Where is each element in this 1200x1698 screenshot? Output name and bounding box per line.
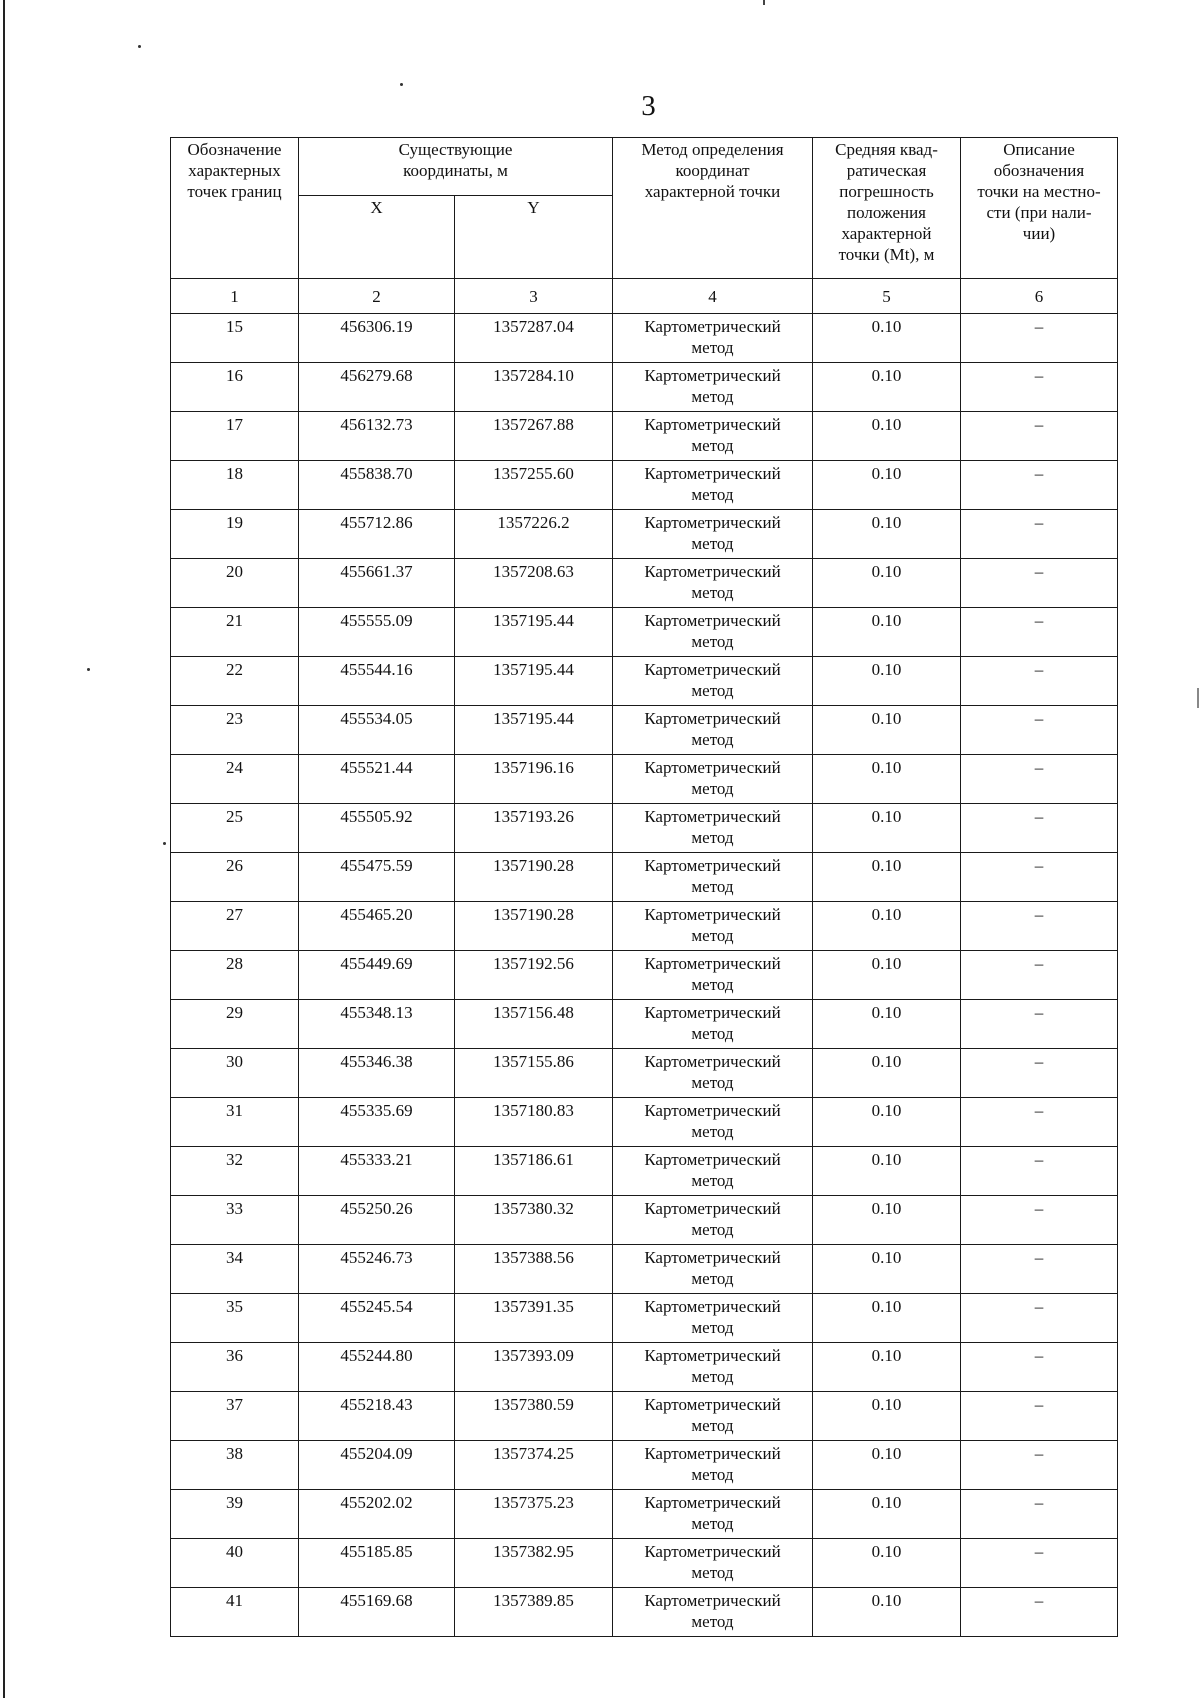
table-row [171, 412, 1118, 461]
y-coordinate-cell: 1357193.26 [455, 804, 613, 853]
point-id-cell: 21 [171, 608, 299, 657]
table-row [171, 1490, 1118, 1539]
method-cell [613, 1294, 813, 1343]
table-row [171, 363, 1118, 412]
y-coordinate-cell: 1357155.86 [455, 1049, 613, 1098]
y-coordinate-cell: 1357284.10 [455, 363, 613, 412]
table-row [171, 1539, 1118, 1588]
column-number: 1 [171, 279, 299, 314]
method-text: Картометрический метод [644, 1150, 781, 1190]
point-id-cell: 38 [171, 1441, 299, 1490]
description-cell: – [961, 461, 1118, 510]
table-row [171, 755, 1118, 804]
x-coordinate-cell: 455544.16 [299, 657, 455, 706]
method-text: Картометрический метод [644, 1542, 781, 1582]
error-cell: 0.10 [813, 608, 961, 657]
description-cell: – [961, 1147, 1118, 1196]
method-cell [613, 1490, 813, 1539]
point-id-cell: 20 [171, 559, 299, 608]
y-coordinate-cell: 1357380.59 [455, 1392, 613, 1441]
description-cell: – [961, 1490, 1118, 1539]
y-coordinate-cell: 1357380.32 [455, 1196, 613, 1245]
table-row [171, 1196, 1118, 1245]
header-coordinates: Существующие координаты, м [299, 138, 613, 196]
x-coordinate-cell: 455346.38 [299, 1049, 455, 1098]
column-number: 4 [613, 279, 813, 314]
description-cell: – [961, 902, 1118, 951]
error-cell: 0.10 [813, 804, 961, 853]
point-id-cell: 16 [171, 363, 299, 412]
point-id-cell: 28 [171, 951, 299, 1000]
method-text: Картометрический метод [644, 317, 781, 357]
method-text: Картометрический метод [644, 856, 781, 896]
error-cell: 0.10 [813, 510, 961, 559]
method-text: Картометрический метод [644, 709, 781, 749]
x-coordinate-cell: 455218.43 [299, 1392, 455, 1441]
method-cell [613, 1049, 813, 1098]
point-id-cell: 23 [171, 706, 299, 755]
y-coordinate-cell: 1357192.56 [455, 951, 613, 1000]
description-cell: – [961, 706, 1118, 755]
description-cell: – [961, 1392, 1118, 1441]
method-text: Картометрический метод [644, 954, 781, 994]
description-cell: – [961, 1441, 1118, 1490]
table-row [171, 1000, 1118, 1049]
method-cell [613, 1196, 813, 1245]
method-cell [613, 1000, 813, 1049]
method-cell [613, 412, 813, 461]
method-cell [613, 1098, 813, 1147]
x-coordinate-cell: 455333.21 [299, 1147, 455, 1196]
table-row [171, 510, 1118, 559]
description-cell: – [961, 1049, 1118, 1098]
description-cell: – [961, 1539, 1118, 1588]
method-cell [613, 804, 813, 853]
table-row [171, 804, 1118, 853]
method-cell [613, 608, 813, 657]
scan-speck [400, 83, 403, 86]
table-row [171, 902, 1118, 951]
table-row [171, 1588, 1118, 1637]
method-text: Картометрический метод [644, 807, 781, 847]
method-cell [613, 461, 813, 510]
point-id-cell: 17 [171, 412, 299, 461]
y-coordinate-cell: 1357195.44 [455, 657, 613, 706]
description-cell: – [961, 1196, 1118, 1245]
table-row [171, 657, 1118, 706]
description-cell: – [961, 804, 1118, 853]
y-coordinate-cell: 1357208.63 [455, 559, 613, 608]
method-cell [613, 1441, 813, 1490]
description-cell: – [961, 363, 1118, 412]
point-id-cell: 18 [171, 461, 299, 510]
y-coordinate-cell: 1357190.28 [455, 853, 613, 902]
error-cell: 0.10 [813, 1441, 961, 1490]
error-cell: 0.10 [813, 1098, 961, 1147]
x-coordinate-cell: 455348.13 [299, 1000, 455, 1049]
description-cell: – [961, 755, 1118, 804]
method-text: Картометрический метод [644, 1493, 781, 1533]
y-coordinate-cell: 1357391.35 [455, 1294, 613, 1343]
point-id-cell: 40 [171, 1539, 299, 1588]
point-id-cell: 41 [171, 1588, 299, 1637]
header-error: Средняя квад- ратическая погрешность положения характерной точки (Mt), м [813, 138, 961, 279]
method-cell [613, 363, 813, 412]
table-row [171, 1245, 1118, 1294]
method-cell [613, 510, 813, 559]
error-cell: 0.10 [813, 1490, 961, 1539]
x-coordinate-cell: 455534.05 [299, 706, 455, 755]
x-coordinate-cell: 455661.37 [299, 559, 455, 608]
table-row [171, 559, 1118, 608]
point-id-cell: 25 [171, 804, 299, 853]
y-coordinate-cell: 1357195.44 [455, 608, 613, 657]
x-coordinate-cell: 456306.19 [299, 314, 455, 363]
x-coordinate-cell: 455555.09 [299, 608, 455, 657]
method-cell [613, 1539, 813, 1588]
method-text: Картометрический метод [644, 905, 781, 945]
point-id-cell: 37 [171, 1392, 299, 1441]
method-text: Картометрический метод [644, 562, 781, 602]
header-point-designation: Обозначение характерных точек границ [171, 138, 299, 279]
method-text: Картометрический метод [644, 660, 781, 700]
description-cell: – [961, 608, 1118, 657]
table-header-row [171, 138, 1118, 196]
error-cell: 0.10 [813, 1294, 961, 1343]
scan-speck [87, 668, 90, 671]
method-text: Картометрический метод [644, 1395, 781, 1435]
header-x: X [299, 196, 455, 279]
method-text: Картометрический метод [644, 1346, 781, 1386]
header-method: Метод определения координат характерной точки [613, 138, 813, 279]
y-coordinate-cell: 1357156.48 [455, 1000, 613, 1049]
x-coordinate-cell: 455244.80 [299, 1343, 455, 1392]
x-coordinate-cell: 455204.09 [299, 1441, 455, 1490]
point-id-cell: 36 [171, 1343, 299, 1392]
column-number-row [171, 279, 1118, 314]
description-cell: – [961, 1098, 1118, 1147]
x-coordinate-cell: 455712.86 [299, 510, 455, 559]
method-cell [613, 1245, 813, 1294]
error-cell: 0.10 [813, 755, 961, 804]
error-cell: 0.10 [813, 1539, 961, 1588]
table-row [171, 1049, 1118, 1098]
point-id-cell: 27 [171, 902, 299, 951]
x-coordinate-cell: 455465.20 [299, 902, 455, 951]
error-cell: 0.10 [813, 853, 961, 902]
y-coordinate-cell: 1357374.25 [455, 1441, 613, 1490]
description-cell: – [961, 1245, 1118, 1294]
description-cell: – [961, 853, 1118, 902]
y-coordinate-cell: 1357389.85 [455, 1588, 613, 1637]
method-cell [613, 1392, 813, 1441]
method-cell [613, 951, 813, 1000]
table-row [171, 314, 1118, 363]
description-cell: – [961, 1294, 1118, 1343]
y-coordinate-cell: 1357195.44 [455, 706, 613, 755]
error-cell: 0.10 [813, 1196, 961, 1245]
scan-left-edge [3, 0, 5, 1698]
scan-top-mark [763, 0, 765, 5]
table-row [171, 1098, 1118, 1147]
error-cell: 0.10 [813, 412, 961, 461]
y-coordinate-cell: 1357255.60 [455, 461, 613, 510]
x-coordinate-cell: 456279.68 [299, 363, 455, 412]
x-coordinate-cell: 455169.68 [299, 1588, 455, 1637]
error-cell: 0.10 [813, 1392, 961, 1441]
column-number: 5 [813, 279, 961, 314]
column-number: 2 [299, 279, 455, 314]
x-coordinate-cell: 455838.70 [299, 461, 455, 510]
error-cell: 0.10 [813, 1147, 961, 1196]
header-description: Описание обозначения точки на местно- сти (при нали- чии) [961, 138, 1118, 279]
point-id-cell: 33 [171, 1196, 299, 1245]
method-cell [613, 314, 813, 363]
point-id-cell: 30 [171, 1049, 299, 1098]
column-number: 3 [455, 279, 613, 314]
x-coordinate-cell: 455335.69 [299, 1098, 455, 1147]
y-coordinate-cell: 1357388.56 [455, 1245, 613, 1294]
table-row [171, 1343, 1118, 1392]
error-cell: 0.10 [813, 1588, 961, 1637]
description-cell: – [961, 314, 1118, 363]
method-text: Картометрический метод [644, 1591, 781, 1631]
point-id-cell: 15 [171, 314, 299, 363]
x-coordinate-cell: 455185.85 [299, 1539, 455, 1588]
method-text: Картометрический метод [644, 513, 781, 553]
point-id-cell: 29 [171, 1000, 299, 1049]
scan-right-mark [1197, 688, 1199, 708]
error-cell: 0.10 [813, 1245, 961, 1294]
y-coordinate-cell: 1357382.95 [455, 1539, 613, 1588]
error-cell: 0.10 [813, 1000, 961, 1049]
method-cell [613, 902, 813, 951]
method-text: Картометрический метод [644, 1052, 781, 1092]
y-coordinate-cell: 1357190.28 [455, 902, 613, 951]
method-text: Картометрический метод [644, 1248, 781, 1288]
table-row [171, 1441, 1118, 1490]
table-row [171, 706, 1118, 755]
error-cell: 0.10 [813, 461, 961, 510]
description-cell: – [961, 412, 1118, 461]
page-number: 3 [641, 90, 656, 122]
point-id-cell: 35 [171, 1294, 299, 1343]
method-text: Картометрический метод [644, 366, 781, 406]
scan-speck [163, 842, 166, 845]
y-coordinate-cell: 1357196.16 [455, 755, 613, 804]
error-cell: 0.10 [813, 1343, 961, 1392]
x-coordinate-cell: 455521.44 [299, 755, 455, 804]
y-coordinate-cell: 1357226.2 [455, 510, 613, 559]
point-id-cell: 19 [171, 510, 299, 559]
point-id-cell: 34 [171, 1245, 299, 1294]
method-text: Картометрический метод [644, 1003, 781, 1043]
error-cell: 0.10 [813, 314, 961, 363]
method-cell [613, 1343, 813, 1392]
point-id-cell: 39 [171, 1490, 299, 1539]
x-coordinate-cell: 455245.54 [299, 1294, 455, 1343]
error-cell: 0.10 [813, 1049, 961, 1098]
method-text: Картометрический метод [644, 758, 781, 798]
header-y: Y [455, 196, 613, 279]
description-cell: – [961, 1000, 1118, 1049]
method-text: Картометрический метод [644, 464, 781, 504]
description-cell: – [961, 559, 1118, 608]
method-cell [613, 657, 813, 706]
method-text: Картометрический метод [644, 415, 781, 455]
method-cell [613, 706, 813, 755]
y-coordinate-cell: 1357186.61 [455, 1147, 613, 1196]
x-coordinate-cell: 455250.26 [299, 1196, 455, 1245]
error-cell: 0.10 [813, 706, 961, 755]
table-row [171, 608, 1118, 657]
x-coordinate-cell: 455475.59 [299, 853, 455, 902]
method-text: Картометрический метод [644, 1199, 781, 1239]
point-id-cell: 32 [171, 1147, 299, 1196]
table-row [171, 1392, 1118, 1441]
table-row [171, 1294, 1118, 1343]
table-row [171, 461, 1118, 510]
description-cell: – [961, 1588, 1118, 1637]
method-text: Картометрический метод [644, 1297, 781, 1337]
error-cell: 0.10 [813, 902, 961, 951]
description-cell: – [961, 510, 1118, 559]
table-row [171, 1147, 1118, 1196]
x-coordinate-cell: 455202.02 [299, 1490, 455, 1539]
method-cell [613, 1147, 813, 1196]
scan-speck [138, 45, 141, 48]
y-coordinate-cell: 1357180.83 [455, 1098, 613, 1147]
error-cell: 0.10 [813, 559, 961, 608]
table-row [171, 951, 1118, 1000]
x-coordinate-cell: 455449.69 [299, 951, 455, 1000]
point-id-cell: 26 [171, 853, 299, 902]
method-text: Картометрический метод [644, 1444, 781, 1484]
y-coordinate-cell: 1357287.04 [455, 314, 613, 363]
x-coordinate-cell: 456132.73 [299, 412, 455, 461]
method-text: Картометрический метод [644, 611, 781, 651]
column-number: 6 [961, 279, 1118, 314]
method-cell [613, 853, 813, 902]
error-cell: 0.10 [813, 363, 961, 412]
y-coordinate-cell: 1357393.09 [455, 1343, 613, 1392]
point-id-cell: 24 [171, 755, 299, 804]
method-cell [613, 1588, 813, 1637]
coordinates-table [170, 137, 1118, 1637]
point-id-cell: 22 [171, 657, 299, 706]
method-cell [613, 755, 813, 804]
error-cell: 0.10 [813, 951, 961, 1000]
x-coordinate-cell: 455505.92 [299, 804, 455, 853]
y-coordinate-cell: 1357267.88 [455, 412, 613, 461]
description-cell: – [961, 951, 1118, 1000]
method-cell [613, 559, 813, 608]
x-coordinate-cell: 455246.73 [299, 1245, 455, 1294]
table-row [171, 853, 1118, 902]
method-text: Картометрический метод [644, 1101, 781, 1141]
error-cell: 0.10 [813, 657, 961, 706]
description-cell: – [961, 1343, 1118, 1392]
y-coordinate-cell: 1357375.23 [455, 1490, 613, 1539]
point-id-cell: 31 [171, 1098, 299, 1147]
description-cell: – [961, 657, 1118, 706]
